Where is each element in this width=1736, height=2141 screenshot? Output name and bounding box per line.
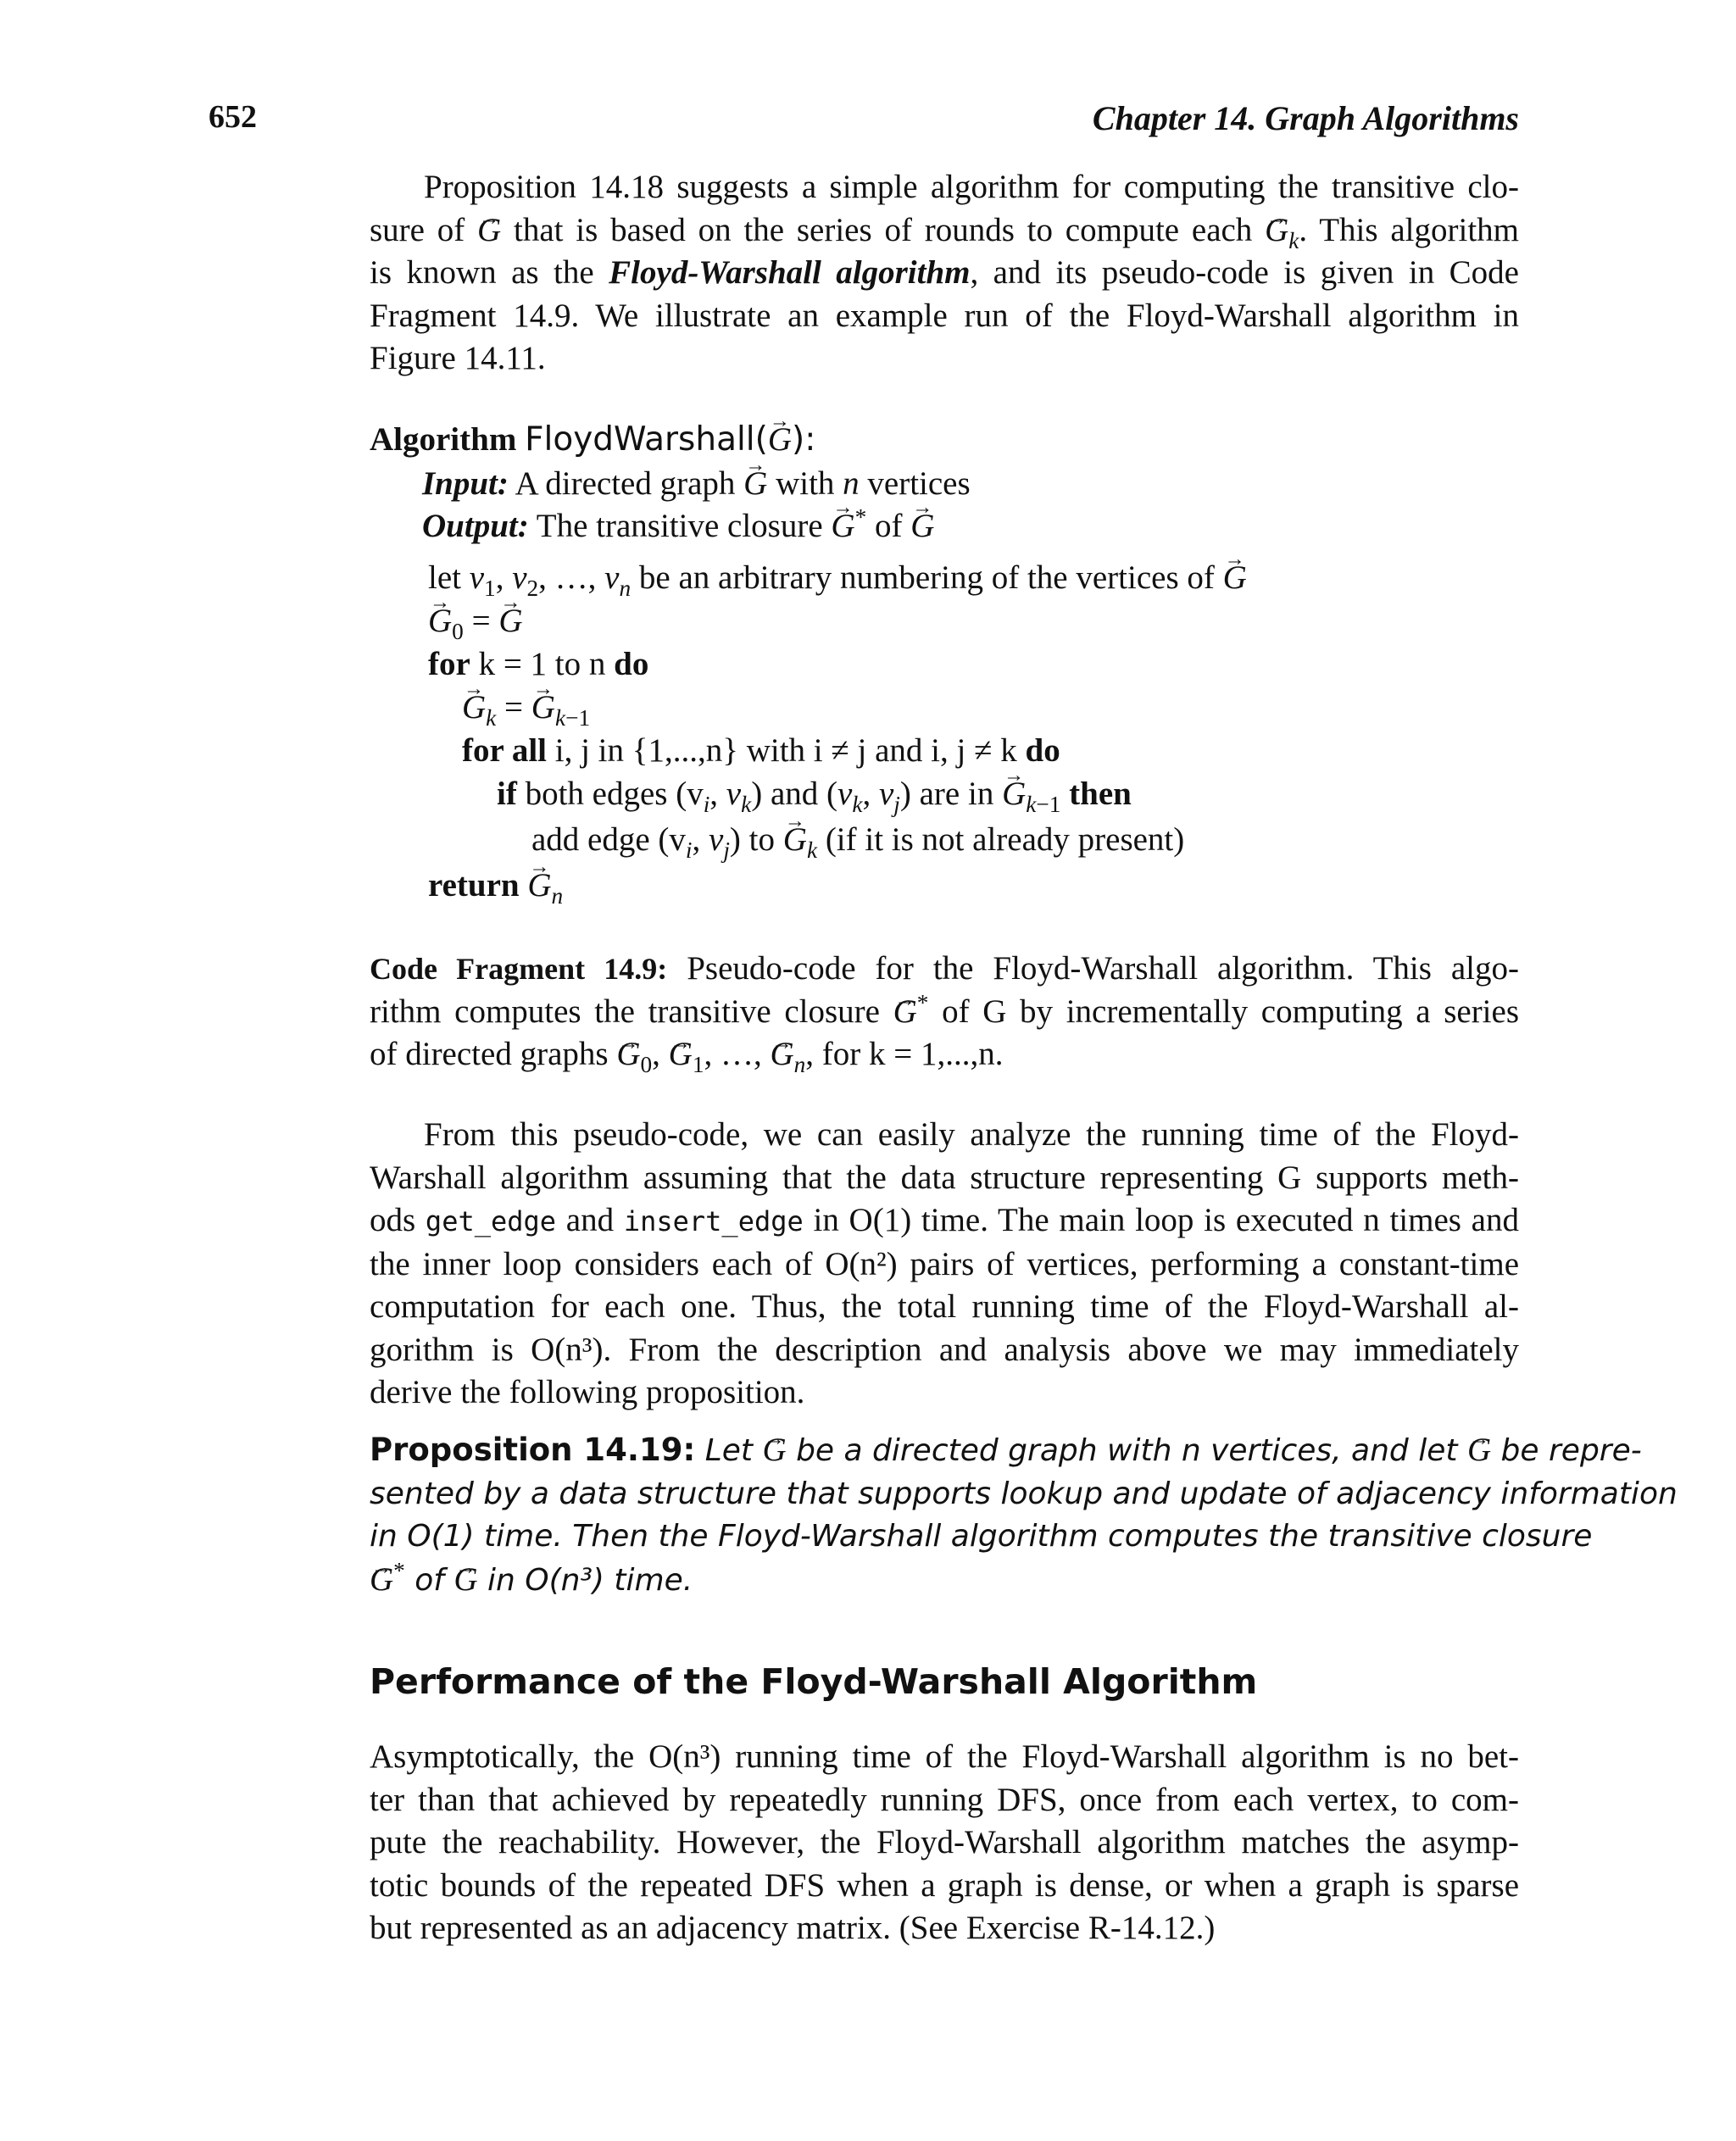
intro-line-2: sure of → G that is based on the series of rounds to compute each → $G_k$. This algorithm xyxy=(370,209,1519,253)
analysis-line-4: the inner loop considers each of O(n²) pairs of vertices, performing a constant-time xyxy=(370,1245,1519,1282)
performance-line-2: ter than that achieved by repeatedly running DFS, once from each vertex, to com- xyxy=(370,1781,1519,1818)
algorithm-return-line: return → $G_n$ xyxy=(428,866,563,904)
code-fragment-caption xyxy=(370,948,1519,1076)
analysis-line-1: From this pseudo-code, we can easily analyze the running time of the Floyd- xyxy=(424,1116,1519,1153)
intro-line-4: Fragment 14.9. We illustrate an example run of the Floyd-Warshall algorithm in xyxy=(370,297,1519,334)
section-title: Performance of the Floyd-Warshall Algorithm xyxy=(370,1661,1258,1702)
performance-line-5: but represented as an adjacency matrix. (See Exercise R-14.12.) xyxy=(370,1910,1216,1946)
analysis-line-3: ods get_edge and insert_edge in O(1) time. The main loop is executed n times and xyxy=(370,1202,1519,1238)
algorithm-output: Output: The transitive closure → G* of → G xyxy=(422,507,934,545)
chapter-title: Chapter 14. Graph Algorithms xyxy=(1092,99,1519,137)
intro-line-3: is known as the Floyd-Warshall algorithm, and its pseudo-code is given in Code xyxy=(370,254,1519,291)
algorithm-copy-line: → $G_k$ = → $G_{k-1}$ xyxy=(462,688,590,726)
performance-line-4: totic bounds of the repeated DFS when a graph is dense, or when a graph is sparse xyxy=(370,1866,1519,1904)
performance-line-3: pute the reachability. However, the Floyd-Warshall algorithm matches the asymp- xyxy=(370,1824,1519,1860)
insert-edge-code: insert_edge xyxy=(623,1205,804,1237)
performance-line-1: Asymptotically, the O(n³) running time of the Floyd-Warshall algorithm is no bet- xyxy=(370,1738,1519,1775)
proposition-line-3: in O(1) time. Then the Floyd-Warshall algorithm computes the transitive closure xyxy=(370,1519,1593,1554)
performance-paragraph xyxy=(370,1736,1519,1950)
analysis-line-2: Warshall algorithm assuming that the data structure representing G supports meth- xyxy=(370,1159,1519,1196)
intro-line-5: Figure 14.11. xyxy=(370,340,546,376)
proposition-line-1: Proposition 14.19: Let → G be a directed graph with n vertices, and let → G be repre- xyxy=(370,1429,1519,1473)
caption-line-2: rithm computes the transitive closure → G* of G by incrementally computing a series xyxy=(370,991,1519,1034)
proposition-line-4: → G* of → G in O(n³) time. xyxy=(370,1559,1519,1603)
algorithm-input: Input: A directed graph → G with n vertices xyxy=(422,464,971,503)
analysis-paragraph xyxy=(370,1114,1519,1415)
algorithm-init-line: → $G_0$ = → G xyxy=(428,602,523,640)
proposition-block xyxy=(370,1429,1678,1602)
analysis-line-6: gorithm is O(n³). From the description and analysis above we may immediately xyxy=(370,1331,1519,1368)
algorithm-for-line: for k = 1 to n do xyxy=(428,646,649,682)
page-number: 652 xyxy=(209,99,257,135)
algorithm-forall-line: for all i, j in {1,...,n} with i ≠ j and i, j ≠ k do xyxy=(462,732,1060,769)
caption-line-3: of directed graphs → $G_0$, → $G_1$, …, → $G_n$, for k = 1,...,n. xyxy=(370,1033,1519,1076)
caption-line-1: Code Fragment 14.9: Pseudo-code for the Floyd-Warshall algorithm. This algo- xyxy=(370,950,1519,987)
algorithm-let-line: let $v_1$, $v_2$, …, $v_n$ be an arbitrary numbering of the vertices of → G xyxy=(428,559,1247,597)
algorithm-add-line: add edge ($v_i$, $v_j$) to → $G_k$ (if it is not already present) xyxy=(531,820,1184,859)
algorithm-signature: Algorithm FloydWarshall(→ G): xyxy=(370,420,815,459)
algorithm-if-line: if both edges ($v_i$, $v_k$) and ($v_k$, $v_j$) are in → $G_{k-1}$ then xyxy=(497,775,1132,813)
proposition-line-2: sented by a data structure that supports lookup and update of adjacency information xyxy=(370,1476,1678,1511)
get-edge-code: get_edge xyxy=(425,1205,557,1237)
intro-line-1: Proposition 14.18 suggests a simple algorithm for computing the transitive clo- xyxy=(424,169,1519,205)
intro-paragraph xyxy=(370,166,1519,381)
analysis-line-7: derive the following proposition. xyxy=(370,1374,805,1410)
analysis-line-5: computation for each one. Thus, the total running time of the Floyd-Warshall al- xyxy=(370,1288,1519,1325)
